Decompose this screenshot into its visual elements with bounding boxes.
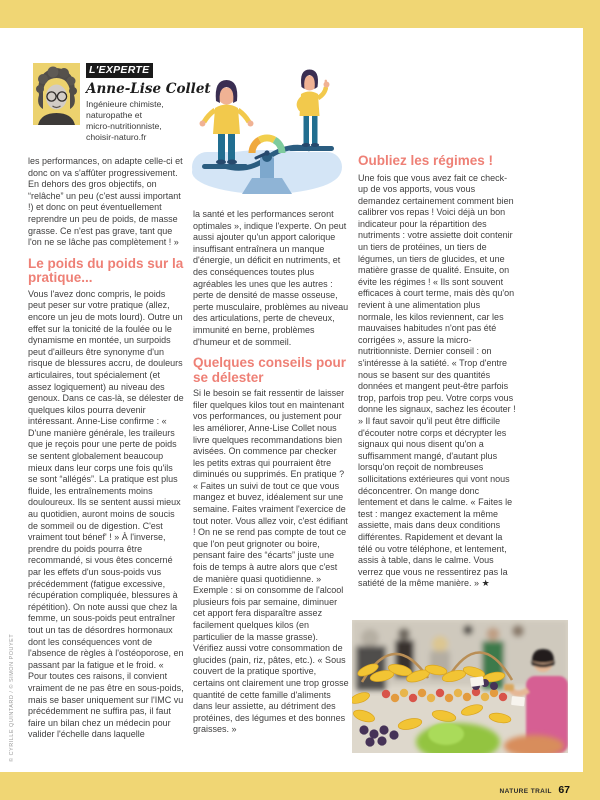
right-figure [299,70,330,148]
section-heading-diets: Oubliez les régimes ! [358,153,494,168]
magazine-name: NATURE TRAIL [499,788,552,795]
article-paragraph: les performances, on adapte celle-ci et donc on va s'affûter progressivement. En dehors des gros objectifs, on “relâche” un peu (c'est aussi important !) et donc on peut éventuellement reprendre un peu de poids, de masse grasse. Ce n'est pas grave, tant que l'on ne se lâche pas complètement ! » [28,156,183,248]
end-of-article-star-icon: ★ [481,578,490,589]
article-paragraph: Vous l'avez donc compris, le poids peut peser sur votre pratique (allez, encore un jeu de mots lourd). Outre un effet sur la tonicité de la foulée ou le dynamisme en montée, un surpoids peut d'ailleurs être synonyme d'un risque de blessures accru, de douleurs articulaires, tout spécialement (et assez logiquement) au niveau des genoux. Dans ce cas-là, se délester de quelques kilos pourra devenir intéressant. Anne-Lise confirme : « D'une manière générale, les traileurs que je reçois pour une perte de poids se sentent globalement beaucoup mieux dans leur corps une fois qu'ils se sont “allégés”. La pratique est plus fluide, les entraînements moins douloureux. Ils se sentent aussi mieux au quotidien, auront moins de soucis de sommeil ou de digestion. C'est vraiment tout bénef' ! » À l'inverse, prendre du poids pourra être recommandé, si vous êtes concerné par les effets d'un sous-poids vus précédemment (fatigue excessive, récupération compliquée, blessures à répétition). On note aussi que chez la femme, un sous-poids peut entraîner tout un tas de désordres hormonaux dont les conséquences vont de l'absence de règles à l'ostéoporose, en passant par la fatigue et le froid. « Pour toutes ces raisons, il convient vraiment de ne pas être en sous-poids, mais se baser uniquement sur l'IMC vu précédemment ne suffira pas, il faut faire un bilan chez un médecin pour valider l'échelle dans laquelle [28,288,184,740]
expert-name: Anne-Lise Collet [86,81,211,97]
photo-credit: © CYRILLE QUINTARD / © SIMON POUYET [9,633,15,762]
frame-top-band [0,0,600,28]
article-paragraph: Si le besoin se fait ressentir de laisser filer quelques kilos tout en maintenant vos performances, ou justement pour les améliorer, Anne-Lise Collet nous livre quelques recommandations bien avisées. On commence par checker les petits extras qui pourraient être diminués ou supprimés. En pratique ? « Faites un suivi de tout ce que vous mangez et buvez, idéalement sur une semaine. Faites vraiment l'exercice de tout noter. Vous allez voir, c'est édifiant ! On ne se rend pas compte de tout ce que l'on peut grignoter ou boire, pensant faire des “écarts” juste une fois de temps à autre alors que c'est de manière quasi quotidienne. » Exemple : si on consomme de l'alcool plusieurs fois par semaine, diminuer cet apport fera disparaître assez facilement quelques kilos (en particulier de la masse grasse). Vérifiez aussi votre consommation de glucides (pain, riz, pâtes, etc.). « Sous couvert de la pratique sportive, certains ont clairement une trop grosse quantité de cette famille d'aliments dans leur assiette, au détriment des protéines, des légumes et des bonnes graisses. » [193,388,349,735]
section-heading-practice: Le poids du poids sur la pratique... [28,255,184,286]
expert-bio-line: naturopathe et [86,110,143,120]
section-heading-tips: Quelques conseils pour se délester [193,355,347,385]
article-column-1 [28,156,184,741]
expert-bio-line: Ingénieure chimiste, [86,99,164,109]
article-text: Une fois que vous avez fait ce check-up de vos apports, vous vous demandez certainement comment bien calibrer vos repas ! Voici déjà un bon indicateur pour la répartition des nutriments : votre assiette doit contenir un tiers de protéines, un tiers de légumes, un tiers de glucides, et une matière grasse de qualité. Ensuite, on évite les régimes ! « Ils sont souvent efficaces à court terme, mais dès qu'on revient à une alimentation plus normale, les kilos reviennent, car les mauvaises habitudes n'ont pas été corrigées », assure la micro-nutritionniste. Dernier conseil : on s'intéresse à la satiété. « Trop d'entre nous se basent sur des quantités données et mangent peut-être parfois trop, parfois trop peu. Votre corps vous donne les signaux, sachez les écouter ! » Il faut savoir qu'il peut être difficile d'écouter notre corps et décrypter les signaux qui nous disent qu'on a suffisamment mangé, d'autant plus lorsqu'on reçoit de nombreuses sollicitations extérieures qui vont nous déconcentrer. On mange donc lentement et dans le calme. « Faites le test : mangez exactement la même assiette, mais dans deux conditions différentes. Rapidement et devant la télé ou votre téléphone, et lentement, assis à table, dans le calme. Vous verrez que vous ne ressentirez pas la satiété de la même manière. » [358,172,516,589]
page-folio [500,780,570,798]
expert-portrait-illustration [33,63,80,125]
expert-meta [86,60,211,143]
article-column-3 [358,154,516,590]
expert-box [33,60,211,150]
frame-bottom-band [0,772,600,800]
frame-right-band [583,0,600,800]
page-number: 67 [558,784,570,796]
expert-bio-line: choisir-naturo.fr [86,132,147,142]
article-column-2 [193,209,349,736]
expert-badge: L'EXPERTE [86,63,153,78]
market-photo [352,620,568,753]
expert-bio-line: micro-nutritionniste, [86,121,162,131]
article-paragraph [358,173,516,590]
balance-scale-illustration [188,56,348,206]
article-paragraph: la santé et les performances seront optimales », indique l'experte. On peut aussi ajouter qu'un apport calorique insuffisant entraînera un manque d'énergie, un déficit en nutriments, et des conséquences toutes plus agréables les unes que les autres : perte de densité de masse osseuse, perte musculaire, problèmes au niveau des articulations, perte de cheveux, immunité en berne, problèmes d'humeur et de sommeil. [193,209,349,347]
expert-portrait-photo [33,63,80,125]
expert-bio [86,99,186,143]
